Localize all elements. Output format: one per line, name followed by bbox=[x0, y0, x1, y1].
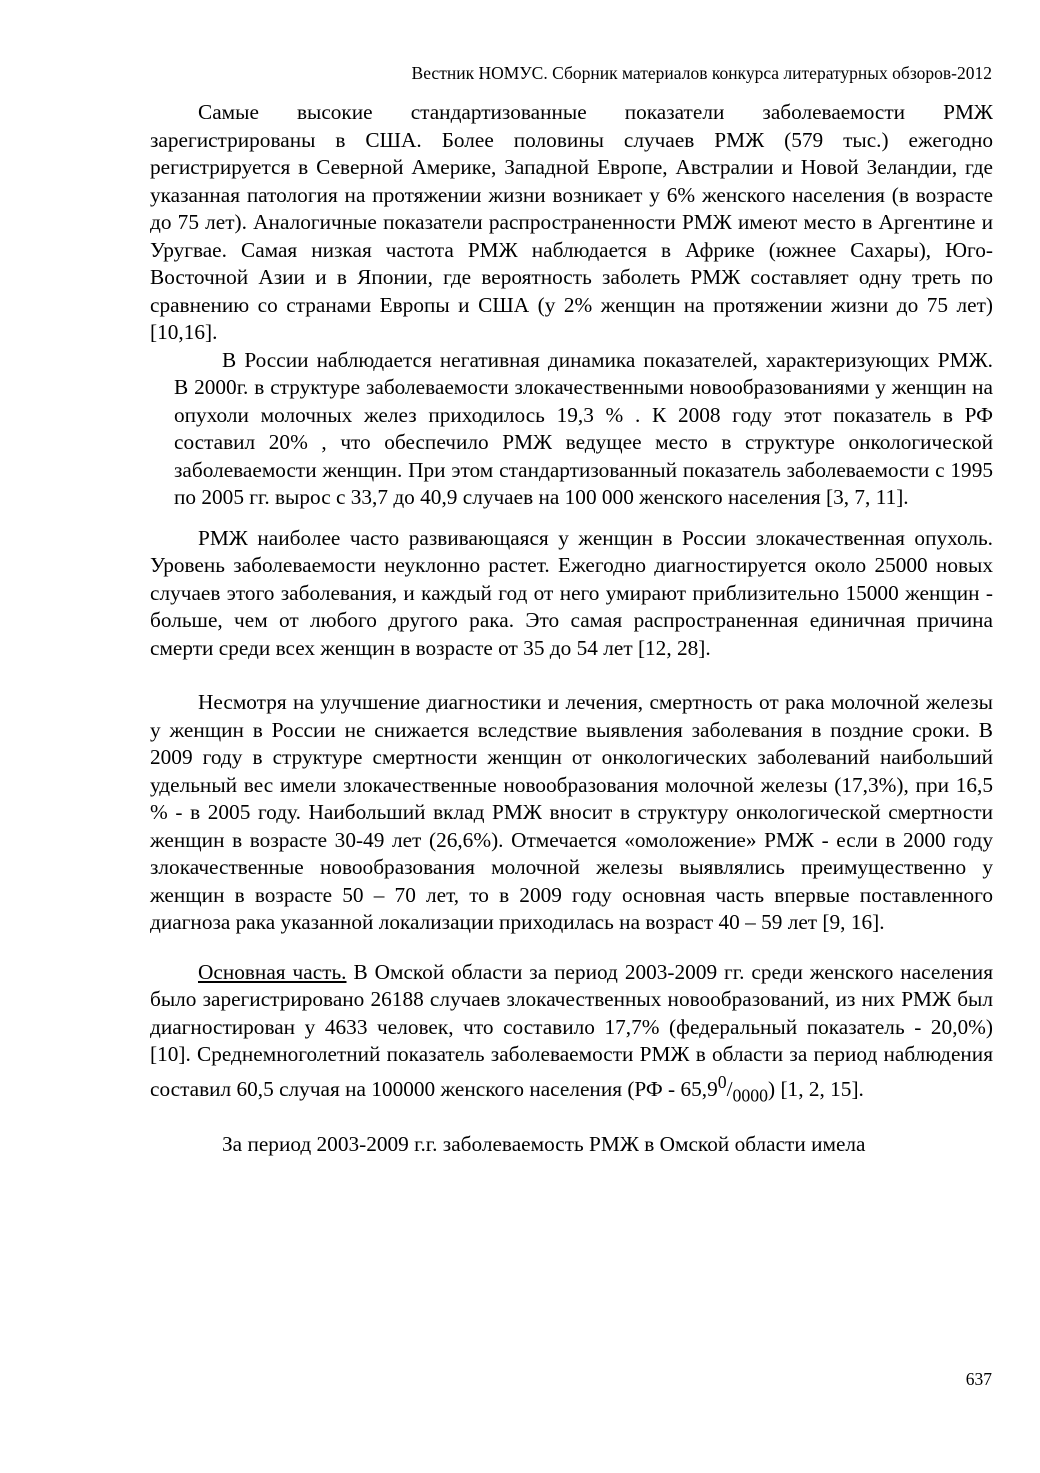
main-section-text: В Омской области за период 2003-2009 гг. среди женского населения было зарегистрировано 26188 случаев злокачественных новообразований, из них РМЖ был диагностирован у 4633 человек, что составило 17,7% (федеральный показатель - 20,0%) [10]. Среднемноголетний показатель заболеваемости РМЖ в области за период наблюдения составил 60,5 случая на 100000 женского населения (РФ - 65,9 bbox=[150, 959, 993, 1101]
subscript-per: 0000 bbox=[732, 1084, 769, 1105]
main-section-refs: ) [1, 2, 15]. bbox=[768, 1076, 864, 1101]
superscript-zero: 0 bbox=[717, 1071, 727, 1092]
paragraph-mortality: Несмотря на улучшение диагностики и лечения, смертность от рака молочной железы у женщин в России не снижается вследствие выявления заболевания в поздние сроки. В 2009 году в структуре смертности женщин от онкологических заболеваний наибольший удельный вес имели злокачественные новообразования молочной железы (17,3%), при 16,5 % - в 2005 году. Наибольший вклад РМЖ вносит в структуру онкологической смертности женщин в возрасте 30-49 лет (26,6%). Отмечается «омоложение» РМЖ - если в 2000 году злокачественные новообразования молочной железы выявлялись преимущественно у женщин в возрасте 50 – 70 лет, то в 2009 году основная часть впервые поставленного диагноза рака указанной локализации приходилась на возраст 40 – 59 лет [9, 16]. bbox=[150, 690, 993, 934]
page-body bbox=[150, 99, 993, 1159]
paragraph-russia-incidence: РМЖ наиболее часто развивающаяся у женщин в России злокачественная опухоль. Уровень заболеваемости неуклонно растет. Ежегодно диагностируется около 25000 новых случаев этого заболевания, и каждый год от него умирают приблизительно 15000 женщин - больше, чем от любого другого рака. Это самая распространенная единичная причина смерти среди всех женщин в возрасте от 35 до 54 лет [12, 28]. bbox=[150, 525, 993, 660]
page-number: 637 bbox=[965, 1369, 992, 1389]
paragraph-main-section bbox=[150, 959, 993, 1110]
section-heading: Основная часть. bbox=[198, 959, 347, 984]
journal-header: Вестник НОМУС. Сборник материалов конкурса литературных обзоров-2012 bbox=[411, 63, 992, 83]
slash: / bbox=[726, 1076, 733, 1101]
paragraph-omsk-period: За период 2003-2009 г.г. заболеваемость РМЖ в Омской области имела bbox=[222, 1132, 866, 1157]
paragraph-russia-dynamics: В России наблюдается негативная динамика показателей, характеризующих РМЖ. В 2000г. в структуре заболеваемости злокачественными новообразованиями у женщин на опухоли молочных желез приходилось 19,3 % . К 2008 году этот показатель в РФ составил 20% , что обеспечило РМЖ ведущее место в структуре онкологической заболеваемости женщин. При этом стандартизованный показатель заболеваемости с 1995 по 2005 гг. вырос с 33,7 до 40,9 случаев на 100 000 женского населения [3, 7, 11]. bbox=[174, 347, 993, 509]
paragraph-incidence-world: Самые высокие стандартизованные показатели заболеваемости РМЖ зарегистрированы в США. Более половины случаев РМЖ (579 тыс.) ежегодно регистрируется в Северной Америке, Западной Европе, Австралии и Новой Зеландии, где указанная патология на протяжении жизни возникает у 6% женского населения (в возрасте до 75 лет). Аналогичные показатели распространенности РМЖ имеют место в Аргентине и Уругвае. Самая низкая частота РМЖ наблюдается в Африке (южнее Сахары), Юго-Восточной Азии и в Японии, где вероятность заболеть РМЖ составляет одну треть по сравнению со странами Европы и США (у 2% женщин на протяжении жизни до 75 лет) [10,16]. bbox=[150, 100, 993, 344]
